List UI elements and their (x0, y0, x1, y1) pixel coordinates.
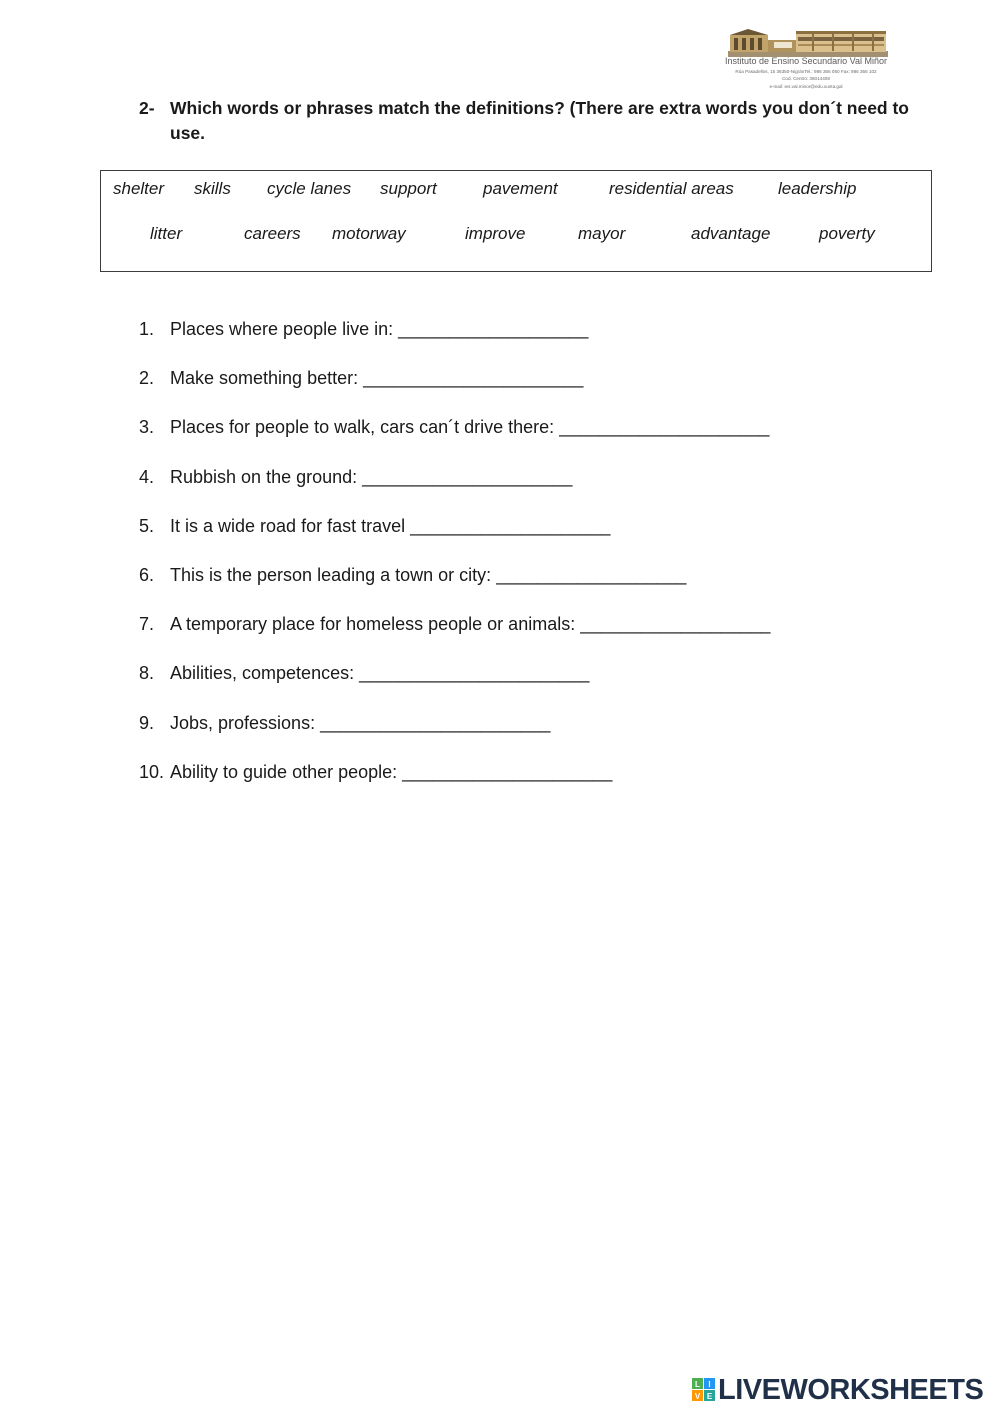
exercise-instruction (170, 96, 909, 146)
word-bank-item: careers (244, 224, 301, 243)
word-bank-item: improve (465, 224, 526, 243)
answer-blank-3[interactable]: _____________________ (559, 417, 770, 438)
liveworksheets-wordmark: LIVEWORKSHEETS (718, 1374, 984, 1406)
school-header (716, 24, 896, 94)
word-bank-item: pavement (483, 179, 558, 198)
definition-number: 4. (139, 466, 155, 487)
definition-number: 6. (139, 564, 155, 585)
word-bank-item: mayor (578, 224, 626, 243)
answer-blank-6[interactable]: ___________________ (496, 564, 687, 585)
definition-item-3 (139, 415, 839, 464)
definition-number: 10. (139, 761, 165, 782)
answer-blank-4[interactable]: _____________________ (362, 466, 573, 487)
definition-item-6 (139, 563, 839, 612)
word-bank-item: litter (150, 224, 183, 243)
exercise-number: 2- (139, 98, 155, 118)
definition-text: Abilities, competences: (170, 663, 355, 684)
word-bank-item: residential areas (609, 179, 734, 198)
definition-item-7 (139, 612, 839, 661)
definition-item-8 (139, 661, 839, 710)
word-bank-item: cycle lanes (267, 179, 352, 198)
definition-number: 9. (139, 712, 155, 733)
icon-letter: L (695, 1379, 700, 1389)
definition-number: 1. (139, 319, 155, 339)
definition-item-10 (139, 760, 839, 809)
answer-blank-8[interactable]: _______________________ (359, 663, 590, 684)
definition-number: 3. (139, 417, 155, 438)
definition-text: Make something better: (170, 368, 359, 389)
definition-text: It is a wide road for fast travel (170, 515, 406, 536)
definition-number: 8. (139, 663, 155, 684)
icon-letter: I (708, 1379, 711, 1389)
definition-item-2 (139, 366, 839, 415)
word-bank-item: leadership (778, 179, 857, 198)
answer-blank-5[interactable]: ____________________ (410, 515, 611, 536)
answer-blank-9[interactable]: _______________________ (320, 712, 551, 733)
word-bank-box (100, 170, 932, 272)
liveworksheets-logo[interactable] (692, 1374, 992, 1406)
definition-number: 7. (139, 614, 155, 635)
school-code: Cod. Centro: 36014408 (782, 76, 830, 81)
word-bank-item: shelter (113, 179, 165, 198)
definition-item-9 (139, 711, 839, 760)
definition-text: This is the person leading a town or city: (170, 564, 492, 585)
definition-text: Rubbish on the ground: (170, 466, 358, 487)
school-building-logo (728, 26, 888, 57)
word-bank-item: skills (194, 179, 231, 198)
school-address: Rúa Pasadellos, 15 36350-NigránTel.: 986 366 050 Fax: 986 366 102 (735, 69, 877, 74)
word-bank-item: advantage (691, 224, 771, 243)
instruction-line-1: Which words or phrases match the definitions? (There are extra words you don´t need to (170, 98, 909, 118)
definition-number: 5. (139, 515, 155, 536)
definition-text: A temporary place for homeless people or animals: (170, 614, 576, 635)
answer-blank-10[interactable]: _____________________ (402, 761, 613, 782)
icon-letter: E (706, 1391, 713, 1401)
definition-text: Places for people to walk, cars can´t drive there: (170, 417, 555, 438)
school-email: e-mail: ies.val.minor@edu.xunta.gal (769, 84, 843, 89)
definition-item-5 (139, 514, 839, 563)
liveworksheets-blocks-icon (692, 1378, 716, 1402)
word-bank-item: support (380, 179, 437, 198)
definitions-list (139, 317, 839, 809)
school-name: Instituto de Ensino Secundario Val Miñor (725, 56, 887, 66)
definition-text: Ability to guide other people: (170, 761, 398, 782)
definition-text: Jobs, professions: (170, 712, 316, 733)
answer-blank-7[interactable]: ___________________ (580, 614, 771, 635)
word-bank-item: poverty (819, 224, 875, 243)
icon-letter: V (694, 1391, 701, 1401)
instruction-line-2: use. (170, 123, 206, 143)
answer-blank-2[interactable]: ______________________ (363, 368, 584, 389)
answer-blank-1[interactable]: ___________________ (398, 319, 589, 339)
definition-item-1 (139, 317, 839, 366)
definition-number: 2. (139, 368, 155, 389)
word-bank-item: motorway (332, 224, 406, 243)
definition-text: Places where people live in: (170, 319, 394, 339)
definition-item-4 (139, 465, 839, 514)
